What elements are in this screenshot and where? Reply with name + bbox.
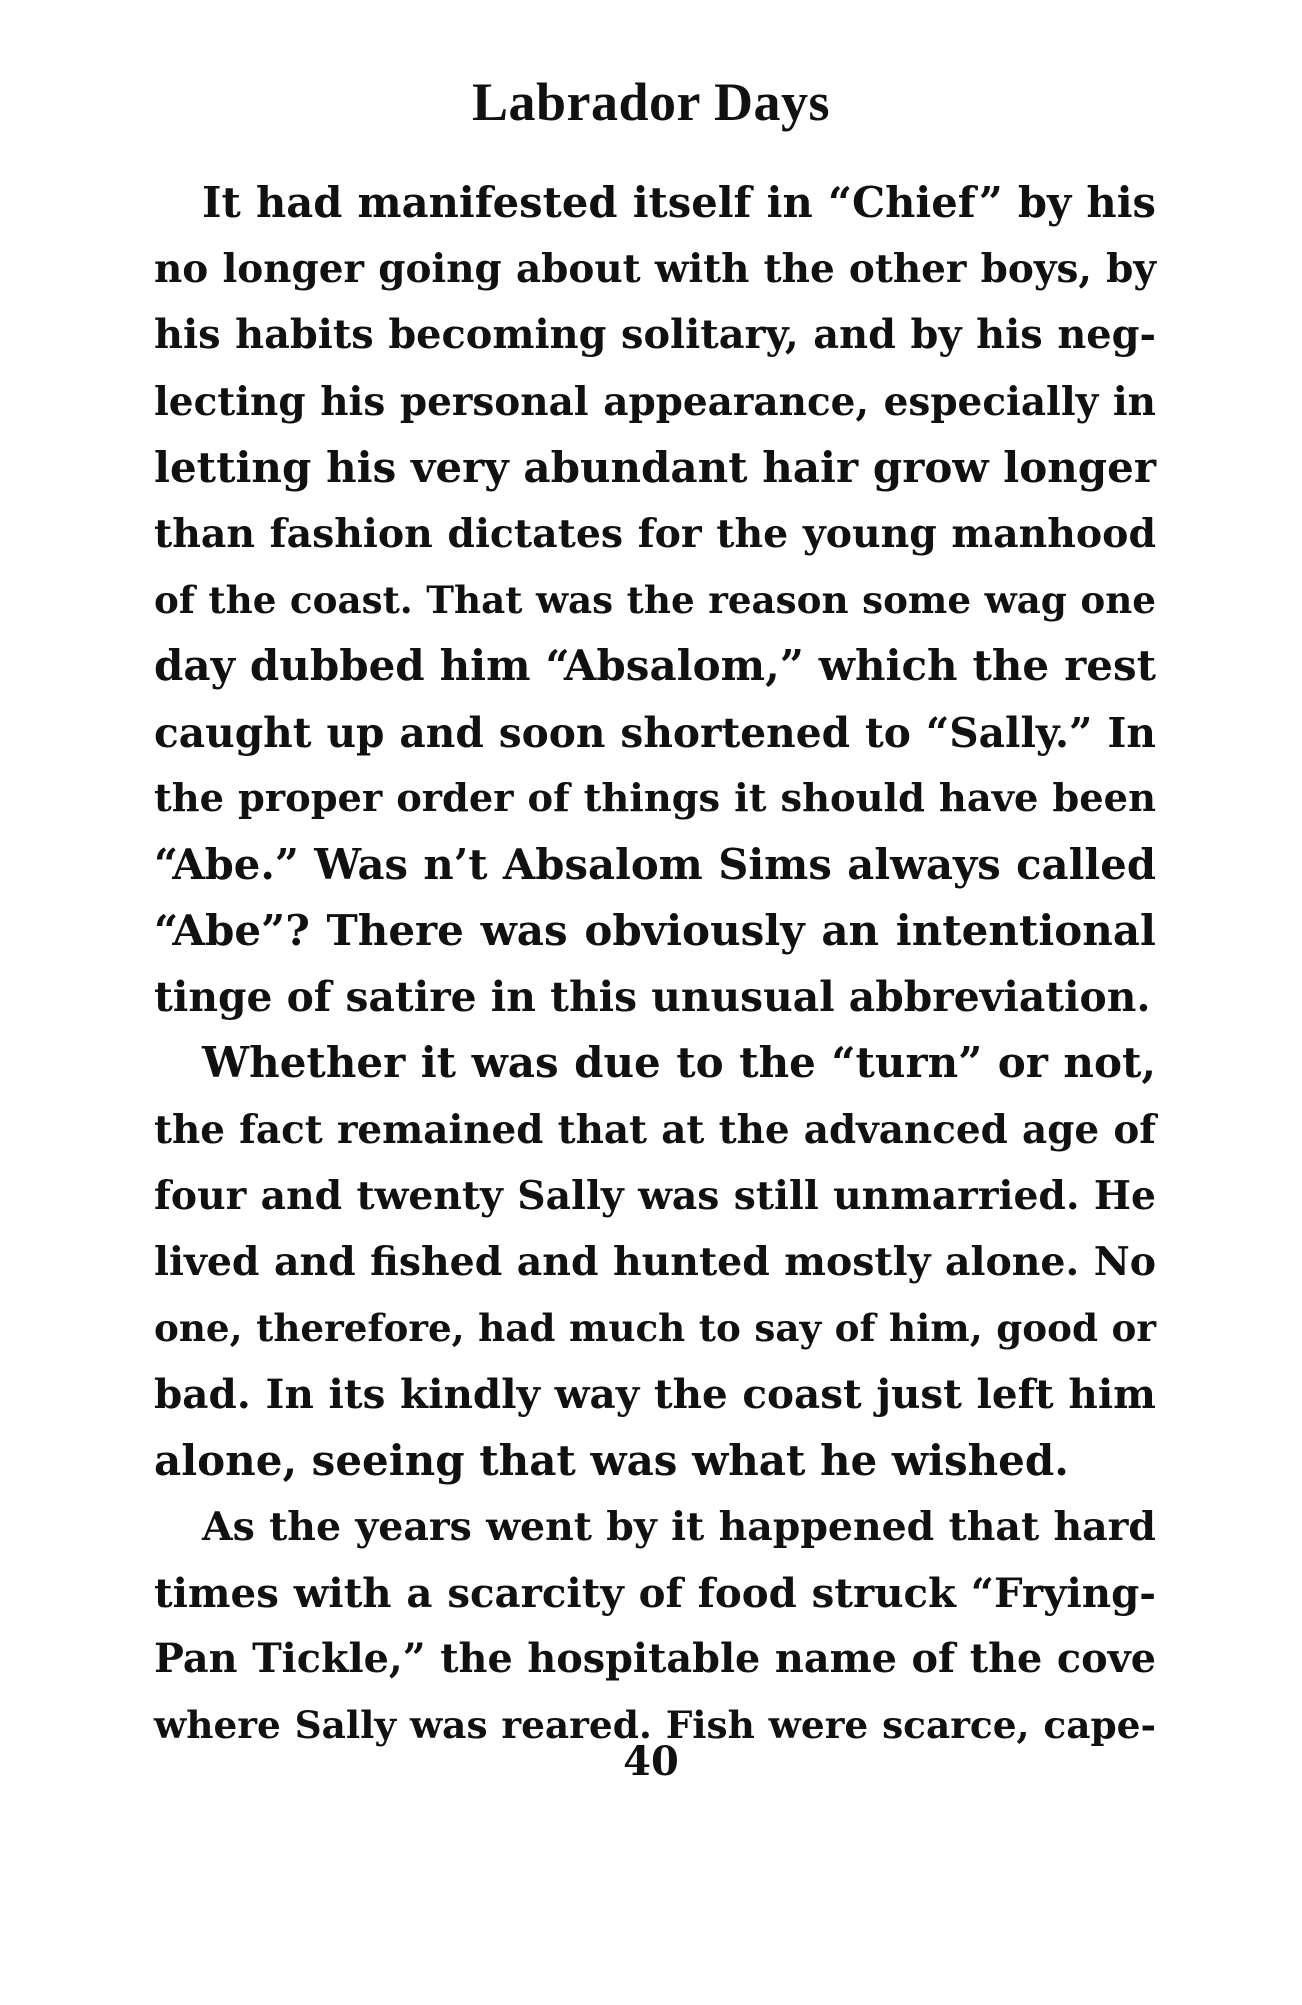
text-line: where Sally was reared. Fish were scarce, cape- xyxy=(154,1703,1156,1748)
text-line: tinge of satire in this unusual abbreviation. xyxy=(154,973,1151,1022)
text-line: It had manifested itself in “Chief” by his xyxy=(202,178,1156,227)
text-line: the fact remained that at the advanced age of xyxy=(154,1106,1156,1153)
text-line: lived and fished and hunted mostly alone. No xyxy=(154,1239,1156,1285)
text-line: than fashion dictates for the young manhood xyxy=(154,510,1156,557)
text-line: caught up and soon shortened to “Sally.” In xyxy=(154,708,1156,757)
text-line: four and twenty Sally was still unmarried. He xyxy=(154,1172,1156,1219)
text-line: Pan Tickle,” the hospitable name of the cove xyxy=(154,1636,1156,1683)
text-line: Whether it was due to the “turn” or not, xyxy=(202,1038,1156,1088)
text-line: bad. In its kindly way the coast just left him xyxy=(154,1370,1156,1419)
body-text xyxy=(154,170,1156,1759)
text-line: his habits becoming solitary, and by his neg- xyxy=(154,312,1156,359)
text-line: alone, seeing that was what he wished. xyxy=(154,1435,1069,1485)
text-line: of the coast. That was the reason some wag one xyxy=(154,578,1156,623)
text-line: lecting his personal appearance, especially in xyxy=(154,378,1156,425)
text-line: no longer going about with the other boys, by xyxy=(154,246,1156,293)
text-line: day dubbed him “Absalom,” which the rest xyxy=(154,641,1156,691)
paragraph-2 xyxy=(154,1030,1156,1493)
text-line: letting his very abundant hair grow longer xyxy=(154,442,1156,492)
text-line: the proper order of things it should have been xyxy=(154,775,1156,821)
text-line: “Abe”? There was obviously an intentional xyxy=(154,906,1156,956)
page-number: 40 xyxy=(623,1738,679,1785)
paragraph-1 xyxy=(154,170,1156,1030)
text-line: “Abe.” Was n’t Absalom Sims always called xyxy=(154,839,1156,889)
running-head: Labrador Days xyxy=(471,72,831,132)
paragraph-3 xyxy=(154,1494,1156,1759)
text-line: times with a scarcity of food struck “Frying- xyxy=(154,1568,1156,1617)
text-line: one, therefore, had much to say of him, good or xyxy=(154,1306,1156,1351)
text-line: As the years went by it happened that hard xyxy=(202,1503,1156,1550)
